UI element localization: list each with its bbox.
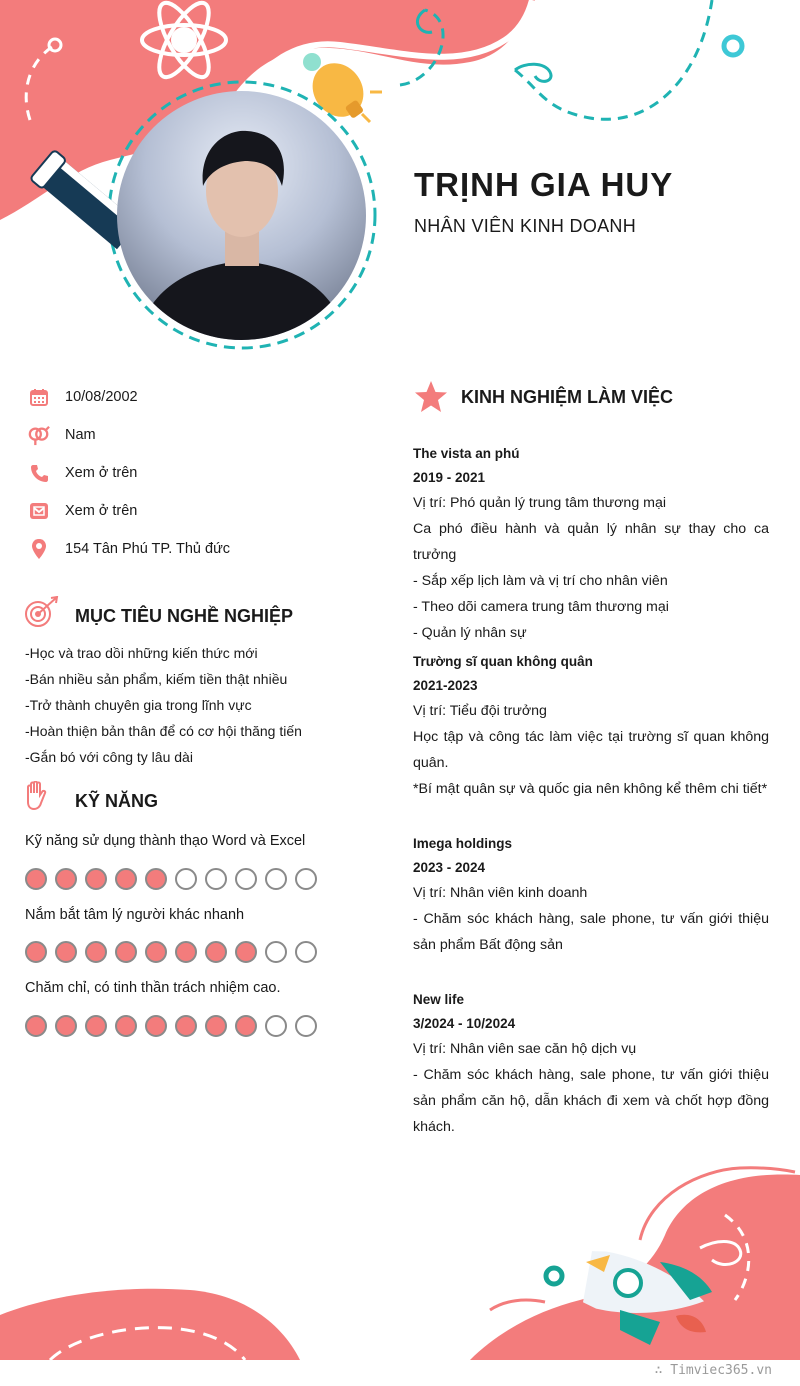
job-entry xyxy=(413,988,769,1140)
rating-dot-empty xyxy=(265,1015,287,1037)
job-years: 2021-2023 xyxy=(413,678,478,693)
rating-dot-filled xyxy=(205,1015,227,1037)
email-icon xyxy=(28,500,50,522)
skills-title: KỸ NĂNG xyxy=(75,791,159,811)
objective-line: -Học và trao dồi những kiến thức mới xyxy=(25,645,258,661)
gender-icon xyxy=(28,424,50,446)
star-icon xyxy=(414,380,448,419)
rating-dot-empty xyxy=(235,868,257,890)
calendar-icon xyxy=(28,386,50,408)
skill-label: Nắm bắt tâm lý người khác nhanh xyxy=(25,907,245,923)
job-line: - Chăm sóc khách hàng, sale phone, tư vấn giới thiệu sản phẩm Bất động sản xyxy=(413,911,769,953)
rating-dot-filled xyxy=(55,941,77,963)
job-line: Vị trí: Tiểu đội trưởng xyxy=(413,703,547,719)
rating-dot-filled xyxy=(55,1015,77,1037)
job-line: - Theo dõi camera trung tâm thương mại xyxy=(413,599,669,615)
rating-dot-filled xyxy=(175,1015,197,1037)
job-line: *Bí mật quân sự và quốc gia nên không kể thêm chi tiết* xyxy=(413,781,768,797)
objective-line: -Trở thành chuyên gia trong lĩnh vực xyxy=(25,697,252,713)
rating-dot-filled xyxy=(25,1015,47,1037)
contact-gender xyxy=(28,423,96,447)
rating-dot-filled xyxy=(145,941,167,963)
rating-dot-filled xyxy=(25,941,47,963)
skill-rating xyxy=(25,941,317,963)
rating-dot-filled xyxy=(55,868,77,890)
skill-label: Kỹ năng sử dụng thành thạo Word và Excel xyxy=(25,833,306,849)
job-company: Trường sĩ quan không quân xyxy=(413,654,593,669)
profile-photo xyxy=(117,91,366,340)
job-line: Học tập và công tác làm việc tại trường sĩ quan không quân. xyxy=(413,729,769,771)
job-company: New life xyxy=(413,992,465,1007)
contact-text: 10/08/2002 xyxy=(65,389,138,405)
job-entry xyxy=(413,650,769,802)
job-line: Vị trí: Phó quản lý trung tâm thương mại xyxy=(413,495,667,511)
rating-dot-empty xyxy=(295,941,317,963)
rating-dot-filled xyxy=(145,868,167,890)
job-years: 3/2024 - 10/2024 xyxy=(413,1016,516,1031)
contact-text: Xem ở trên xyxy=(65,465,138,481)
job-years: 2023 - 2024 xyxy=(413,860,486,875)
rating-dot-filled xyxy=(85,1015,107,1037)
rating-dot-filled xyxy=(205,941,227,963)
contact-text: Nam xyxy=(65,427,96,443)
rating-dot-filled xyxy=(145,1015,167,1037)
rating-dot-empty xyxy=(265,941,287,963)
skill-rating xyxy=(25,868,317,890)
job-line: - Sắp xếp lịch làm và vị trí cho nhân viên xyxy=(413,573,668,589)
contact-text: Xem ở trên xyxy=(65,503,138,519)
contact-address xyxy=(28,537,230,561)
target-icon xyxy=(24,596,60,633)
rating-dot-empty xyxy=(295,1015,317,1037)
rating-dot-empty xyxy=(205,868,227,890)
contact-text: 154 Tân Phú TP. Thủ đức xyxy=(65,541,231,557)
job-company: The vista an phú xyxy=(413,446,520,461)
job-line: Ca phó điều hành và quản lý nhân sự thay cho ca trưởng xyxy=(413,521,769,563)
rating-dot-filled xyxy=(235,1015,257,1037)
job-company: Imega holdings xyxy=(413,836,513,851)
job-line: Vị trí: Nhân viên kinh doanh xyxy=(413,885,588,901)
job-years: 2019 - 2021 xyxy=(413,470,486,485)
rating-dot-filled xyxy=(25,868,47,890)
ring-icon xyxy=(724,37,742,55)
rating-dot-filled xyxy=(115,868,137,890)
candidate-name: TRỊNH GIA HUY xyxy=(414,166,674,203)
hand-icon xyxy=(25,781,49,816)
job-line: - Quản lý nhân sự xyxy=(413,625,527,641)
experience-title: KINH NGHIỆM LÀM VIỆC xyxy=(461,387,674,407)
job-line: Vị trí: Nhân viên sae căn hộ dịch vụ xyxy=(413,1041,637,1057)
rating-dot-filled xyxy=(85,868,107,890)
contact-email xyxy=(28,499,137,523)
objective-line: -Gắn bó với công ty lâu dài xyxy=(25,749,193,765)
watermark: ∴ Timviec365.vn xyxy=(654,1363,772,1378)
rating-dot-empty xyxy=(265,868,287,890)
job-entry xyxy=(413,832,769,958)
rating-dot-filled xyxy=(235,941,257,963)
rating-dot-filled xyxy=(175,941,197,963)
bottom-left-blob xyxy=(0,1289,300,1360)
location-pin-icon xyxy=(28,538,50,560)
skill-rating xyxy=(25,1015,317,1037)
rating-dot-empty xyxy=(175,868,197,890)
objective-line: -Bán nhiều sản phẩm, kiếm tiền thật nhiều xyxy=(25,671,288,687)
rating-dot-filled xyxy=(85,941,107,963)
phone-icon xyxy=(28,462,50,484)
job-line: - Chăm sóc khách hàng, sale phone, tư vấn giới thiệu sản phẩm căn hộ, dẫn khách đi xem và chốt hợp đồng khách. xyxy=(413,1067,769,1135)
rating-dot-filled xyxy=(115,941,137,963)
objective-line: -Hoàn thiện bản thân để có cơ hội thăng tiến xyxy=(25,723,302,739)
rating-dot-empty xyxy=(295,868,317,890)
skill-label: Chăm chỉ, có tinh thần trách nhiệm cao. xyxy=(25,980,281,996)
objective-title: MỤC TIÊU NGHỀ NGHIỆP xyxy=(75,606,294,626)
contact-birthdate xyxy=(28,385,138,409)
contact-phone xyxy=(28,461,137,485)
candidate-role: NHÂN VIÊN KINH DOANH xyxy=(414,216,637,236)
rating-dot-filled xyxy=(115,1015,137,1037)
job-entry xyxy=(413,442,769,646)
